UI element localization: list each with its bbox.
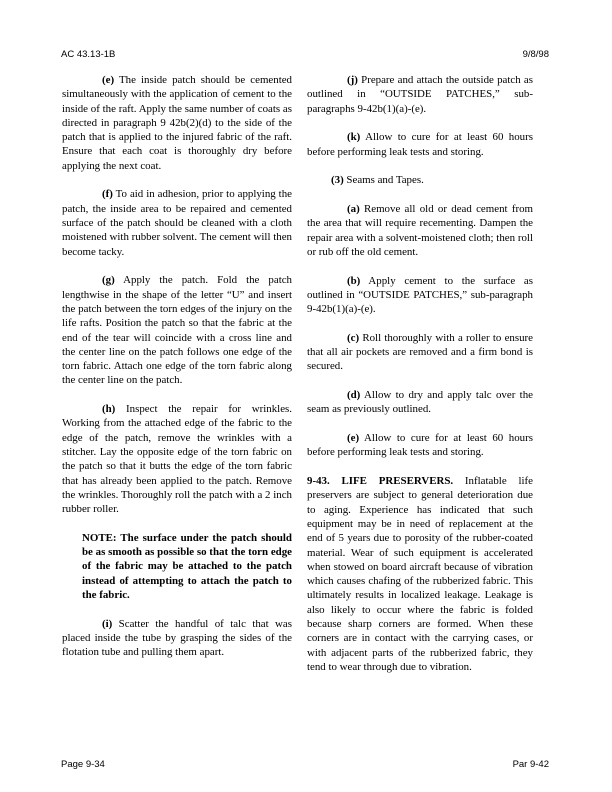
paragraph-label: (i) <box>102 617 113 630</box>
section-heading: 9-43. LIFE PRESERVERS. <box>307 475 454 488</box>
paragraph-i-scatter-talc <box>62 617 292 660</box>
paragraph-c-roll <box>307 331 533 374</box>
paragraph-label: (d) <box>347 389 361 402</box>
paragraph-label: (b) <box>347 274 361 287</box>
paragraph-h-inspect-repair <box>62 402 292 516</box>
paragraph-reference: Par 9-42 <box>512 759 549 770</box>
paragraph-k-cure <box>307 130 533 159</box>
paragraph-label: (j) <box>347 74 358 86</box>
paragraph-text: Allow to cure for at least 60 hours before performing leak tests and storing. <box>307 432 533 459</box>
paragraph-label: (h) <box>102 403 116 416</box>
paragraph-text: Remove all old or dead cement from the area that will require recementing. Dampen the repair area with a solvent-moistened cloth; then roll or rub off the old cement. <box>307 202 533 258</box>
paragraph-label: (a) <box>347 202 360 215</box>
paragraph-label: (e) <box>347 432 360 445</box>
paragraph-e-inside-patch <box>62 73 292 173</box>
paragraph-f-adhesion <box>62 187 292 258</box>
paragraph-text: Roll thoroughly with a roller to ensure that all air pockets are removed and a firm bond is secured. <box>307 331 533 373</box>
paragraph-d-dry-talc <box>307 388 533 417</box>
paragraph-a-remove-cement <box>307 202 533 259</box>
paragraph-label: (e) <box>102 74 115 86</box>
note-block: NOTE: The surface under the patch should be as smooth as possible so that the torn edge of the fabric may be attached to the patch instead of attempting to attach the patch to the fabric. <box>82 531 292 602</box>
paragraph-text: Apply cement to the surface as outlined in “OUTSIDE PATCHES,” sub-paragraph 9-42b(1)(a)-(e). <box>307 274 533 316</box>
paragraph-text: Prepare and attach the outside patch as outlined in “OUTSIDE PATCHES,” sub-paragraphs 9-42b(1)(a)-(e). <box>307 74 533 115</box>
paragraph-j-outside-patch <box>307 73 533 116</box>
paragraph-g-apply-patch <box>62 273 292 387</box>
paragraph-text: Apply the patch. Fold the patch lengthwise in the shape of the letter “U” and insert the patch between the torn edges of the injury on the life rafts. Position the patch so that the fabric at the end of the tear will coincide with a cross line and the center line on the patch follows one edge of the torn fabric. Attach one edge of the torn fabric along the center line on the patch. <box>62 274 292 387</box>
section-seams-and-tapes <box>307 173 533 187</box>
section-title: Seams and Tapes. <box>343 174 424 187</box>
page-number: Page 9-34 <box>61 759 105 770</box>
paragraph-text: Inspect the repair for wrinkles. Working from the attached edge of the fabric to the edge of the patch, remove the wrinkles with a stitcher. Lay the opposite edge of the torn fabric on the patch so that it butts the edge of the torn fabric that has already been applied to the patch. Remove the wrinkles. Thoroughly roll the patch with a 2 inch rubber roller. <box>62 403 292 516</box>
section-text: Inflatable life preservers are subject to general deterioration due to aging. Experience has indicated that such equipment may be in need of replacement at the end of 5 years due to porosity of the rubber-coated material. Wear of such equipment is accelerated when stowed on board aircraft because of vibration which causes chafing of the rubberized fabric. This ultimately results in localized leakage. Leakage is also likely to occur where the fabric is folded because sharp corners are formed. When these corners are in contact with the carrying cases, or with adjacent parts of the rubberized fabric, they tend to wear through due to vibration. <box>307 475 533 673</box>
paragraph-text: To aid in adhesion, prior to applying the patch, the inside area to be repaired and cemented surface of the patch should be cleaned with a cloth moistened with rubber solvent. The cement will then become tacky. <box>62 188 292 258</box>
document-date: 9/8/98 <box>522 49 549 60</box>
paragraph-label: (c) <box>347 331 360 344</box>
paragraph-label: (f) <box>102 188 113 201</box>
paragraph-text: The inside patch should be cemented simultaneously with the application of cement to the inside of the raft. Apply the same number of coats as directed in paragraph 9 42b(2)(d) to the side of the patch that is applied to the injured fabric of the raft. Ensure that each coat is thoroughly dry before applying the next coat. <box>62 74 292 172</box>
document-number: AC 43.13-1B <box>61 49 116 60</box>
paragraph-b-apply-cement <box>307 274 533 317</box>
paragraph-e-cure <box>307 431 533 460</box>
right-column <box>307 73 533 674</box>
left-column <box>62 73 292 660</box>
paragraph-text: Scatter the handful of talc that was placed inside the tube by grasping the sides of the flotation tube and pulling them apart. <box>62 617 292 659</box>
paragraph-text: Allow to cure for at least 60 hours before performing leak tests and storing. <box>307 131 533 158</box>
paragraph-label: (g) <box>102 274 115 287</box>
paragraph-label: (k) <box>347 131 361 144</box>
section-life-preservers <box>307 474 533 674</box>
section-number: (3) <box>331 174 344 187</box>
paragraph-text: Allow to dry and apply talc over the seam as previously outlined. <box>307 389 533 416</box>
